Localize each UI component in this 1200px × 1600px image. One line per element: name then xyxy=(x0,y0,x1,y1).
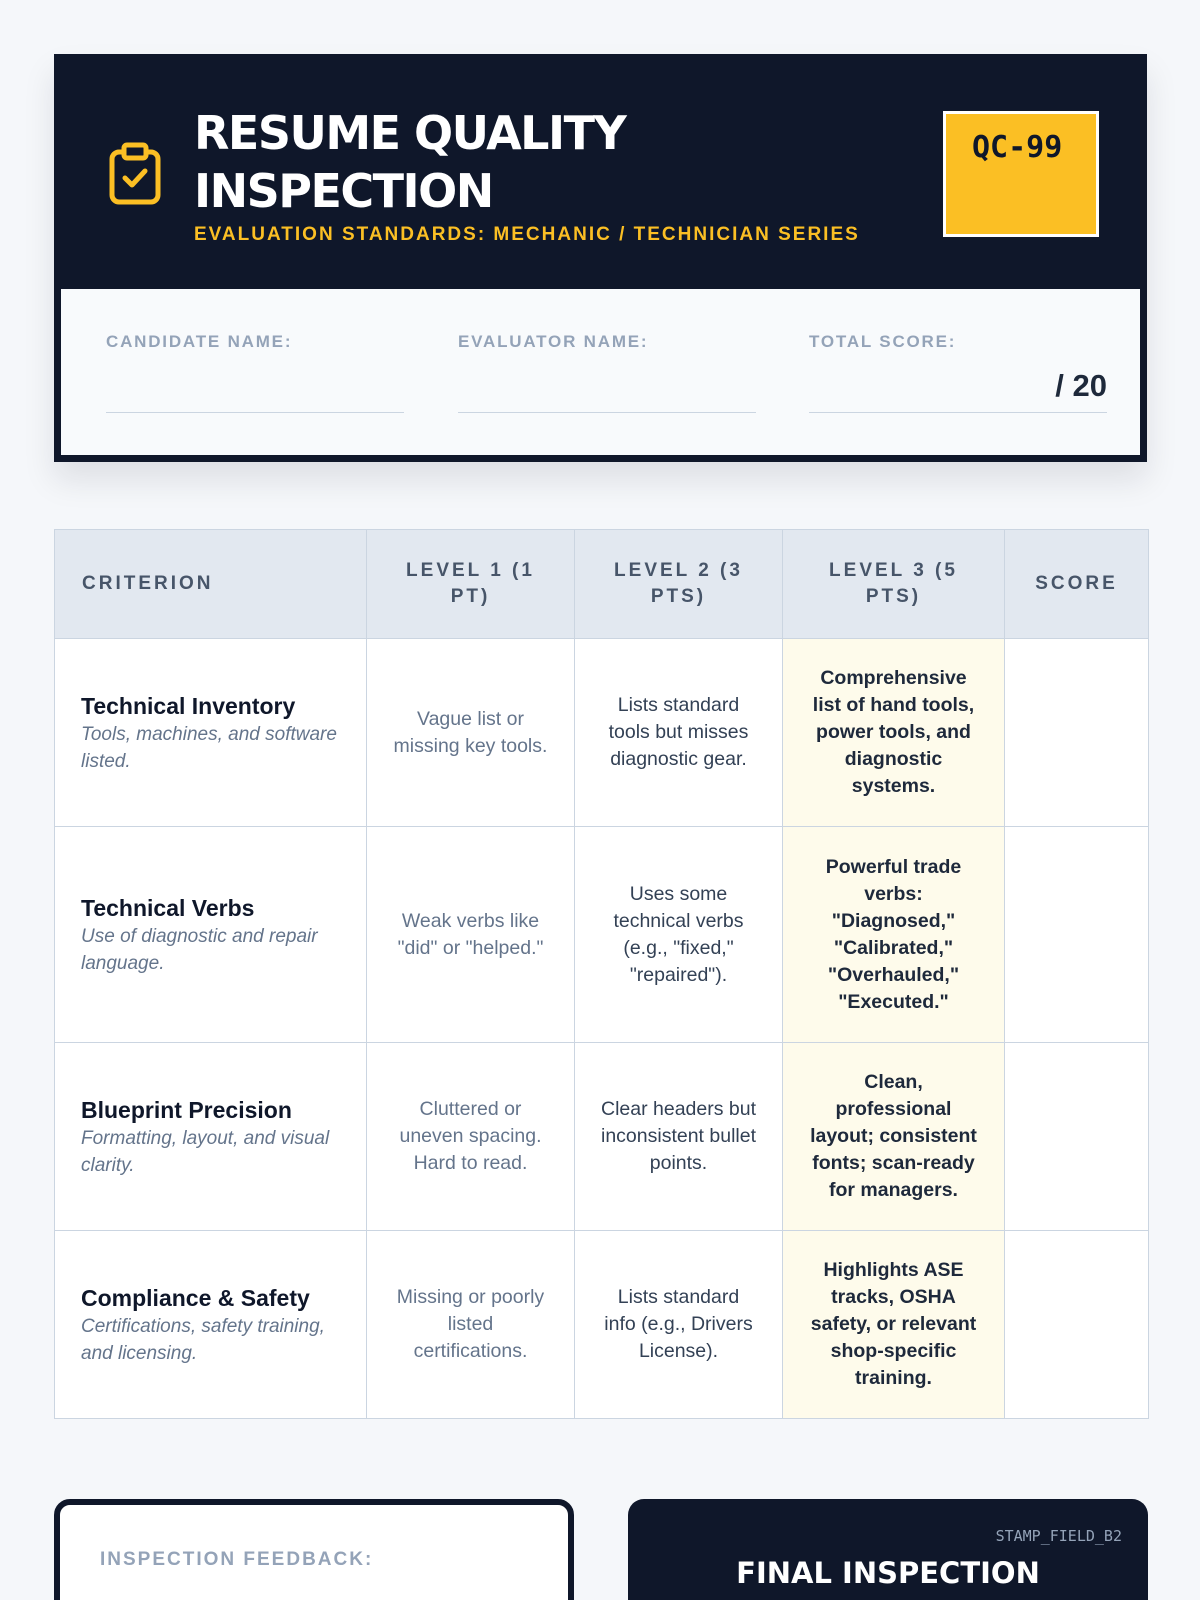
criterion-title: Blueprint Precision xyxy=(81,1096,292,1123)
level-2-cell: Lists standard tools but misses diagnostic gear. xyxy=(575,639,783,827)
level-3-cell: Clean, professional layout; consistent fonts; scan-ready for managers. xyxy=(783,1043,1005,1231)
final-inspection-title: FINAL INSPECTION xyxy=(736,1556,1040,1590)
total-score-line xyxy=(809,412,1107,413)
candidate-name-label: CANDIDATE NAME: xyxy=(106,332,293,351)
clipboard-check-icon xyxy=(108,142,162,206)
criterion-description: Certifications, safety training, and licensing. xyxy=(81,1315,325,1364)
header-criterion: CRITERION xyxy=(55,530,367,639)
score-cell[interactable] xyxy=(1005,1231,1149,1419)
level-1-cell: Weak verbs like "did" or "helped." xyxy=(367,827,575,1043)
header-level-2: LEVEL 2 (3 PTS) xyxy=(575,530,783,639)
criterion-cell xyxy=(55,639,367,827)
score-cell[interactable] xyxy=(1005,1043,1149,1231)
level-2-cell: Clear headers but inconsistent bullet points. xyxy=(575,1043,783,1231)
page-subtitle: EVALUATION STANDARDS: MECHANIC / TECHNICIAN SERIES xyxy=(194,224,860,245)
table-row xyxy=(55,639,1149,827)
header-score: SCORE xyxy=(1005,530,1149,639)
criterion-cell xyxy=(55,1231,367,1419)
criterion-title: Technical Inventory xyxy=(81,692,296,719)
evaluator-name-label: EVALUATOR NAME: xyxy=(458,332,649,351)
level-1-cell: Cluttered or uneven spacing. Hard to read. xyxy=(367,1043,575,1231)
qc-badge: QC-99 xyxy=(943,111,1099,237)
header-level-1: LEVEL 1 (1 PT) xyxy=(367,530,575,639)
total-score-value: / 20 xyxy=(1055,368,1107,403)
candidate-name-line xyxy=(106,412,404,413)
evaluator-name-line xyxy=(458,412,756,413)
criterion-title: Technical Verbs xyxy=(81,894,255,921)
rubric-header-row xyxy=(55,530,1149,639)
inspection-feedback-label: INSPECTION FEEDBACK: xyxy=(100,1549,374,1570)
rubric-table xyxy=(54,529,1149,1419)
level-1-cell: Missing or poorly listed certifications. xyxy=(367,1231,575,1419)
final-inspection-card xyxy=(628,1499,1148,1600)
level-3-cell: Comprehensive list of hand tools, power tools, and diagnostic systems. xyxy=(783,639,1005,827)
header-card xyxy=(54,54,1147,462)
level-1-cell: Vague list or missing key tools. xyxy=(367,639,575,827)
score-cell[interactable] xyxy=(1005,639,1149,827)
table-row xyxy=(55,1043,1149,1231)
table-row xyxy=(55,1231,1149,1419)
candidate-info-panel xyxy=(61,289,1140,455)
criterion-cell xyxy=(55,1043,367,1231)
level-3-cell: Powerful trade verbs: "Diagnosed," "Calibrated," "Overhauled," "Executed." xyxy=(783,827,1005,1043)
criterion-description: Use of diagnostic and repair language. xyxy=(81,925,318,974)
total-score-label: TOTAL SCORE: xyxy=(809,332,957,351)
stamp-field-code: STAMP_FIELD_B2 xyxy=(995,1527,1122,1545)
criterion-description: Tools, machines, and software listed. xyxy=(81,723,337,772)
criterion-cell xyxy=(55,827,367,1043)
score-cell[interactable] xyxy=(1005,827,1149,1043)
header-level-3: LEVEL 3 (5 PTS) xyxy=(783,530,1005,639)
criterion-title: Compliance & Safety xyxy=(81,1284,310,1311)
table-row xyxy=(55,827,1149,1043)
level-2-cell: Uses some technical verbs (e.g., "fixed," "repaired"). xyxy=(575,827,783,1043)
level-2-cell: Lists standard info (e.g., Drivers License). xyxy=(575,1231,783,1419)
header-band xyxy=(54,54,1147,287)
page-title: RESUME QUALITY INSPECTION xyxy=(194,106,626,218)
criterion-description: Formatting, layout, and visual clarity. xyxy=(81,1127,330,1176)
inspection-feedback-card[interactable] xyxy=(54,1499,574,1600)
level-3-cell: Highlights ASE tracks, OSHA safety, or relevant shop-specific training. xyxy=(783,1231,1005,1419)
